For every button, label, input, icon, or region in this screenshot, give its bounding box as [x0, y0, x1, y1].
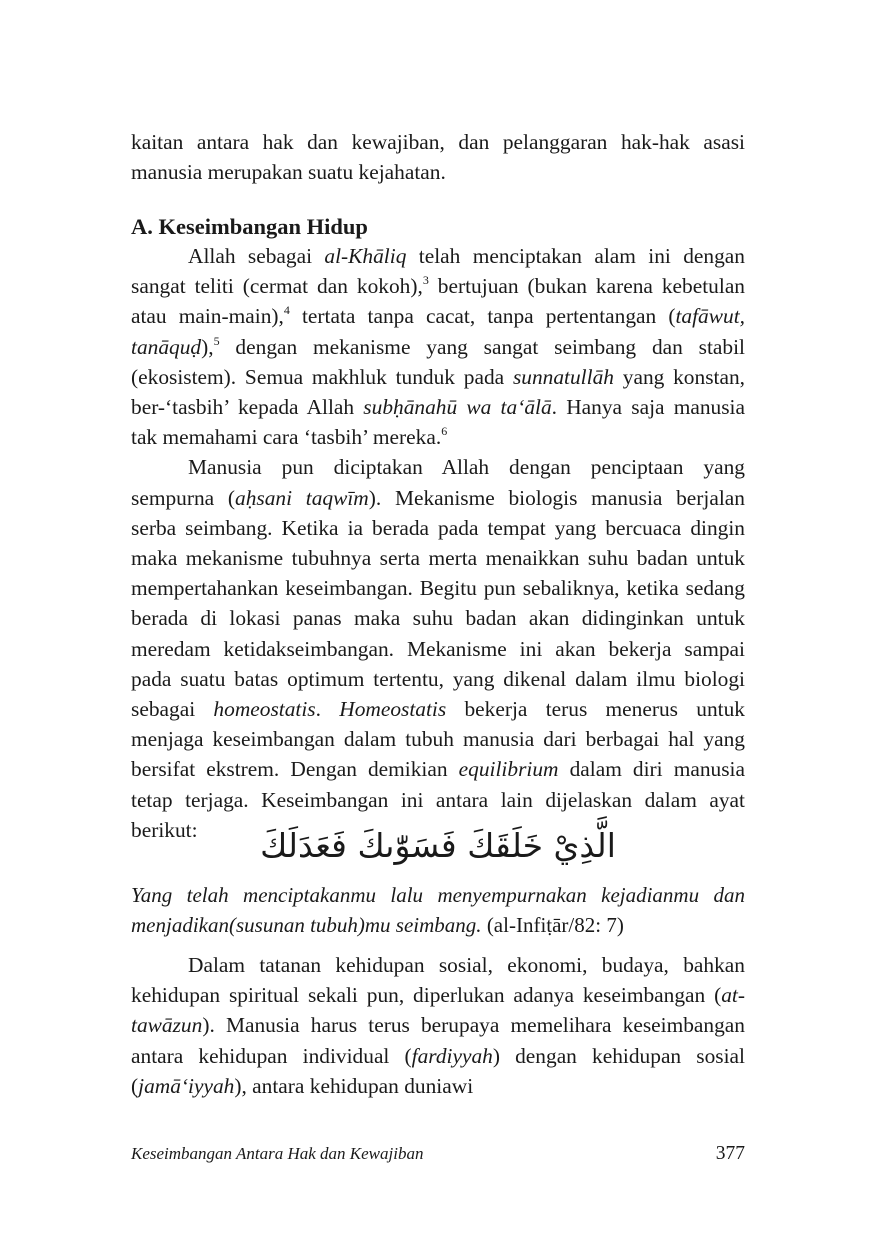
footnote-ref-5[interactable]: 5	[213, 333, 220, 348]
text-segment: yang konstan, ber-‘tasbih’ kepada Allah	[131, 364, 746, 420]
text-segment: bekerja terus menerus untuk menjaga keseimbangan dalam tubuh manusia dari berbagai hal yang bersifat ekstrem. Dengan demikian	[131, 697, 745, 782]
text-segment: ). Mekanisme biologis manusia berjalan serba seimbang. Ketika ia berada pada tempat yang bercuaca dingin maka mekanisme tubuhnya serta merta menaikkan suhu badan untuk mempertahankan keseimbangan. Begitu pun sebaliknya, ketika sedang berada di lokasi panas maka suhu badan akan didinginkan untuk meredam ketidakseimbangan. Mekanisme ini akan bekerja sampai pada suatu batas optimum tertentu, yang dikenal dalam ilmu biologi sebagai	[131, 485, 745, 722]
footnote-ref-6[interactable]: 6	[441, 424, 448, 439]
intro-paragraph-block	[131, 127, 745, 187]
term-at-tawazun: at-tawāzun	[131, 983, 745, 1038]
text-segment: Dalam tatanan kehidupan sosial, ekonomi, budaya, bahkan kehidupan spiritual sekali pun, diperlukan adanya keseimbangan (	[131, 953, 745, 1008]
term-jamaiyyah: jamā‘iyyah	[138, 1073, 235, 1098]
text-segment: Allah sebagai	[188, 244, 325, 268]
translation-text: Yang telah menciptakanmu lalu menyempurnakan kejadianmu dan menjadikan(susunan tubuh)mu seimbang.	[131, 883, 745, 938]
verse-reference: (al-Infiṭār/82: 7)	[481, 913, 624, 938]
text-segment: Manusia pun diciptakan Allah dengan penciptaan yang sempurna (	[131, 455, 745, 510]
text-segment: tertata tanpa cacat, tanpa pertentangan (	[289, 304, 676, 329]
paragraph-social-balance	[131, 950, 745, 1101]
page-number: 377	[715, 1143, 745, 1164]
term-sunnatullah: sunnatullāh	[512, 364, 614, 389]
paragraph-creation	[131, 241, 745, 452]
term-al-khaliq: al-Khāliq	[324, 244, 407, 268]
text-segment: bertujuan (bukan karena kebetulan atau main-main),	[131, 274, 746, 329]
text-segment: ). Manusia harus terus berupaya memelihara keseimbangan antara kehidupan individual (	[131, 1013, 745, 1068]
body-text-part-2	[131, 950, 745, 1101]
quran-verse-arabic: الَّذِيْ خَلَقَكَ فَسَوّٰىكَ فَعَدَلَكَ	[260, 826, 616, 865]
verse-translation	[131, 880, 745, 940]
term-homeostatis: homeostatis	[213, 697, 316, 722]
footnote-ref-4[interactable]: 4	[283, 303, 290, 318]
text-segment: dengan mekanisme yang sangat seimbang dan stabil (ekosistem). Semua makhluk tunduk pada	[131, 334, 745, 389]
term-homeostatis-2: Homeostatis	[339, 697, 447, 722]
running-footer-title: Keseimbangan Antara Hak dan Kewajiban	[131, 1144, 424, 1163]
term-tafawut-tanaqud: tafāwut, tanāquḍ	[131, 304, 745, 359]
text-segment: . Hanya saja manusia tak memahami cara ‘tasbih’ mereka.	[131, 395, 745, 450]
section-heading: A. Keseimbangan Hidup	[131, 214, 368, 239]
verse-translation-block	[131, 880, 745, 940]
text-segment: ), antara kehidupan duniawi	[234, 1073, 474, 1098]
term-ahsani-taqwim: aḥsani taqwīm	[235, 485, 369, 510]
text-segment: .	[315, 697, 340, 722]
term-equilibrium: equilibrium	[458, 757, 559, 782]
text-segment: ) dengan kehidupan sosial (	[131, 1043, 745, 1098]
footnote-ref-3[interactable]: 3	[422, 273, 429, 288]
paragraph-human-balance	[131, 452, 745, 845]
term-fardiyyah: fardiyyah	[411, 1043, 493, 1068]
text-segment: telah menciptakan alam ini dengan sangat teliti (cermat dan kokoh),	[131, 244, 745, 299]
intro-paragraph: kaitan antara hak dan kewajiban, dan pelanggaran hak-hak asasi manusia merupakan suatu kejahatan.	[131, 130, 745, 185]
text-segment: ),	[201, 334, 214, 359]
term-subhanahu: subḥānahū wa ta‘ālā	[363, 395, 552, 420]
body-text-part-1	[131, 241, 745, 845]
text-segment: dalam diri manusia tetap terjaga. Keseimbangan ini antara lain dijelaskan dalam ayat berikut:	[131, 757, 745, 842]
